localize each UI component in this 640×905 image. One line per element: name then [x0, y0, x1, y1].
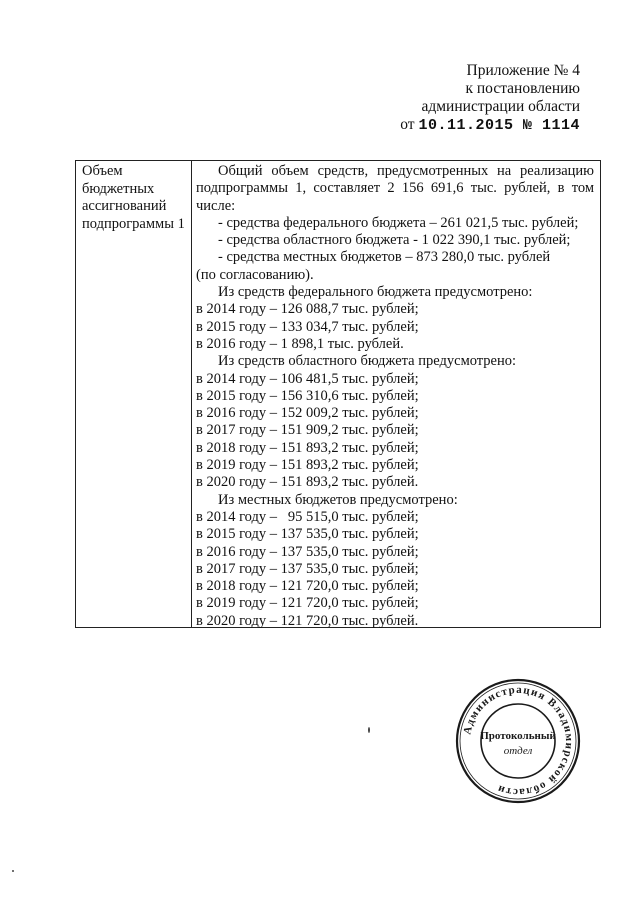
local-year-line: в 2016 году – 137 535,0 тыс. рублей;	[196, 543, 419, 560]
local-heading: Из местных бюджетов предусмотрено:	[218, 491, 458, 508]
scan-speck	[368, 727, 370, 733]
stamp-graphic	[453, 676, 583, 806]
regional-year-line: в 2020 году – 151 893,2 тыс. рублей.	[196, 474, 419, 491]
stamp-center-line1: Протокольный	[480, 730, 556, 742]
appendix-reference: к постановлению	[465, 80, 580, 97]
source-regional: - средства областного бюджета - 1 022 390,1 тыс. рублей;	[218, 232, 571, 249]
row-label-cell	[76, 161, 192, 627]
federal-heading: Из средств федерального бюджета предусмотрено:	[218, 284, 533, 301]
appendix-header	[400, 62, 580, 135]
local-year-line: в 2014 году – 95 515,0 тыс. рублей;	[196, 508, 419, 525]
appendix-date-line	[400, 116, 580, 135]
local-year-line: в 2020 году – 121 720,0 тыс. рублей.	[196, 612, 419, 629]
local-year-line: в 2018 году – 121 720,0 тыс. рублей;	[196, 578, 419, 595]
date-prefix: от	[400, 116, 415, 133]
scan-speck	[12, 870, 14, 872]
row-content-cell	[192, 161, 600, 627]
federal-year-line: в 2015 году – 133 034,7 тыс. рублей;	[196, 318, 419, 335]
stamp-center-line2: отдел	[503, 745, 533, 757]
regional-year-line: в 2015 году – 156 310,6 тыс. рублей;	[196, 387, 419, 404]
official-stamp	[453, 676, 583, 806]
regional-year-line: в 2018 году – 151 893,2 тыс. рублей;	[196, 439, 419, 456]
federal-year-line: в 2014 году – 126 088,7 тыс. рублей;	[196, 301, 419, 318]
local-year-line: в 2015 году – 137 535,0 тыс. рублей;	[196, 526, 419, 543]
federal-year-line: в 2016 году – 1 898,1 тыс. рублей.	[196, 335, 404, 352]
total-funding-text: Общий объем средств, предусмотренных на реализацию подпрограммы 1, составляет 2 156 691,6 тыс. рублей, в том числе:	[196, 163, 594, 214]
budget-table	[75, 160, 601, 628]
local-year-line: в 2017 году – 137 535,0 тыс. рублей;	[196, 560, 419, 577]
row-label-line: Объем	[82, 163, 123, 179]
regional-year-line: в 2017 году – 151 909,2 тыс. рублей;	[196, 422, 419, 439]
stamp-ring-text: Администрация Владимирской области	[461, 683, 576, 799]
regional-year-line: в 2016 году – 152 009,2 тыс. рублей;	[196, 405, 419, 422]
source-federal: - средства федерального бюджета – 261 021,5 тыс. рублей;	[218, 214, 579, 231]
row-label-line: подпрограммы 1	[82, 215, 185, 232]
appendix-authority: администрации области	[421, 98, 580, 115]
row-label-line: бюджетных	[82, 180, 155, 197]
source-local: - средства местных бюджетов – 873 280,0 тыс. рублей	[218, 249, 551, 266]
regional-year-line: в 2019 году – 151 893,2 тыс. рублей;	[196, 457, 419, 474]
local-year-line: в 2019 году – 121 720,0 тыс. рублей;	[196, 595, 419, 612]
regional-year-line: в 2014 году – 106 481,5 тыс. рублей;	[196, 370, 419, 387]
date-value: 10.11.2015 № 1114	[418, 117, 580, 134]
appendix-title: Приложение № 4	[466, 62, 580, 79]
regional-heading: Из средств областного бюджета предусмотрено:	[218, 353, 517, 370]
row-label-line: ассигнований	[82, 198, 167, 214]
agreement-note: (по согласованию).	[196, 266, 314, 283]
